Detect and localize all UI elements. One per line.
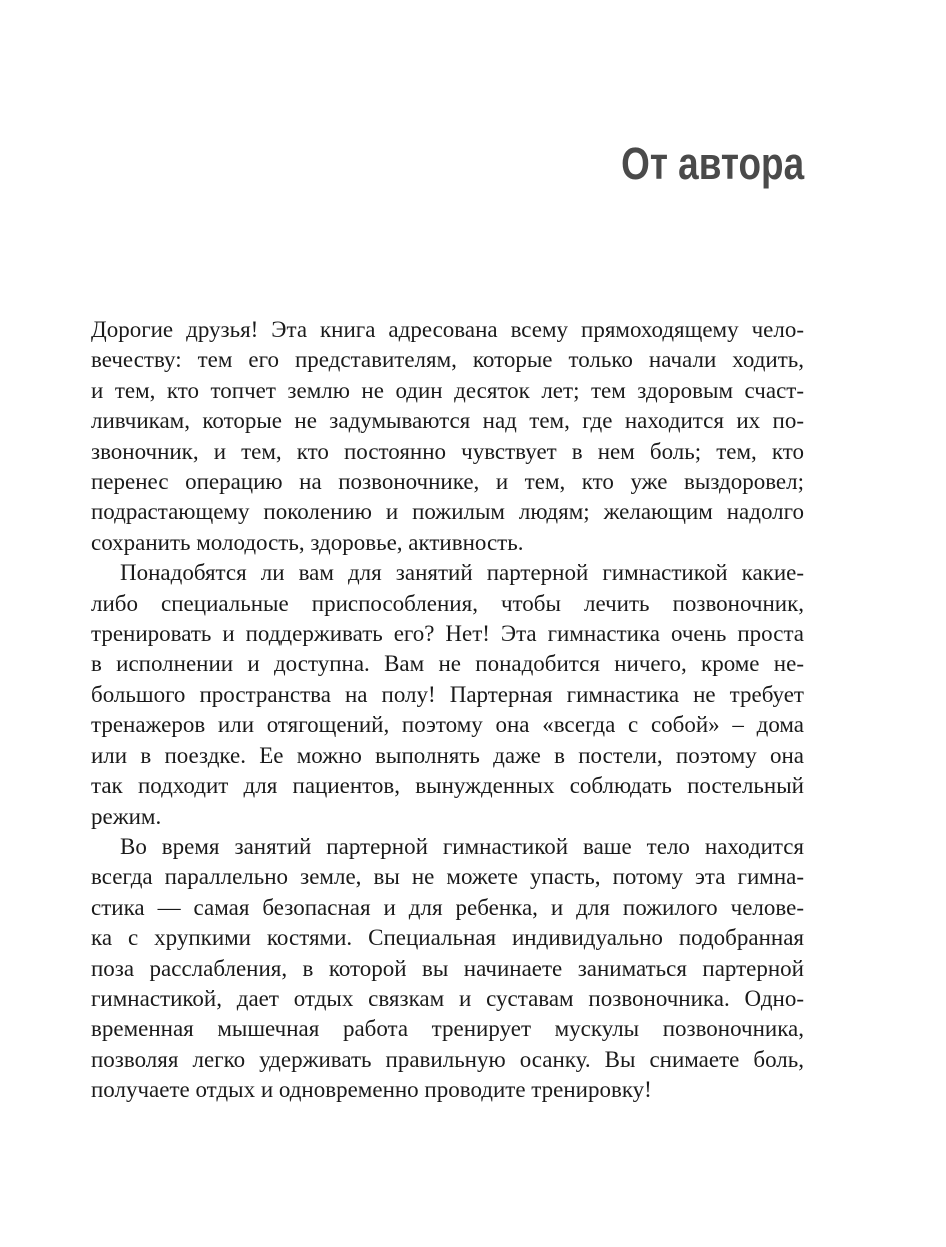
text-line: гимнастикой, дает отдых связкам и суставам позвоночника. Одно- — [91, 985, 804, 1011]
text-line: ливчикам, которые не задумываются над тем, где находится их по- — [91, 408, 804, 434]
text-line: тренировать и поддерживать его? Нет! Эта гимнастика очень проста — [91, 621, 804, 647]
text-line: сохранить молодость, здоровье, активность. — [91, 529, 524, 555]
text-line: ка с хрупкими костями. Специальная индивидуально подобранная — [91, 925, 804, 951]
text-line: и тем, кто топчет землю не один десяток лет; тем здоровым счаст- — [91, 377, 804, 403]
paragraph-2 — [91, 558, 804, 832]
text-line: позволяя легко удерживать правильную осанку. Вы снимаете боль, — [91, 1046, 804, 1072]
text-line: всегда параллельно земле, вы не можете упасть, потому эта гимна- — [91, 864, 804, 890]
text-line: стика — самая безопасная и для ребенка, и для пожилого челове- — [91, 894, 804, 920]
paragraph-3 — [91, 832, 804, 1106]
text-line: либо специальные приспособления, чтобы лечить позвоночник, — [91, 590, 804, 616]
text-line: тренажеров или отягощений, поэтому она «всегда с собой» – дома — [91, 712, 804, 738]
text-line: подрастающему поколению и пожилым людям; желающим надолго — [91, 499, 804, 525]
text-line: поза расслабления, в которой вы начинаете заниматься партерной — [91, 955, 804, 981]
text-line: так подходит для пациентов, вынужденных соблюдать постельный — [91, 773, 804, 799]
body-text — [91, 315, 804, 1106]
paragraph-1 — [91, 315, 804, 558]
chapter-title: От автора — [621, 138, 804, 189]
text-line: временная мышечная работа тренирует мускулы позвоночника, — [91, 1016, 804, 1042]
text-line: режим. — [91, 803, 162, 829]
text-line: вечеству: тем его представителям, которые только начали ходить, — [91, 347, 804, 373]
text-line: звоночник, и тем, кто постоянно чувствует в нем боль; тем, кто — [91, 438, 804, 464]
text-line: получаете отдых и одновременно проводите тренировку! — [91, 1077, 652, 1103]
text-line: Дорогие друзья! Эта книга адресована всему прямоходящему чело- — [91, 317, 804, 342]
text-line: перенес операцию на позвоночнике, и тем, кто уже выздоровел; — [91, 469, 804, 495]
text-line: в исполнении и доступна. Вам не понадобится ничего, кроме не- — [91, 651, 804, 677]
text-line: или в поездке. Ее можно выполнять даже в постели, поэтому она — [91, 742, 804, 768]
text-line: Понадобятся ли вам для занятий партерной гимнастикой какие- — [120, 560, 804, 586]
text-line: Во время занятий партерной гимнастикой ваше тело находится — [120, 833, 804, 859]
text-line: большого пространства на полу! Партерная гимнастика не требует — [91, 681, 804, 707]
